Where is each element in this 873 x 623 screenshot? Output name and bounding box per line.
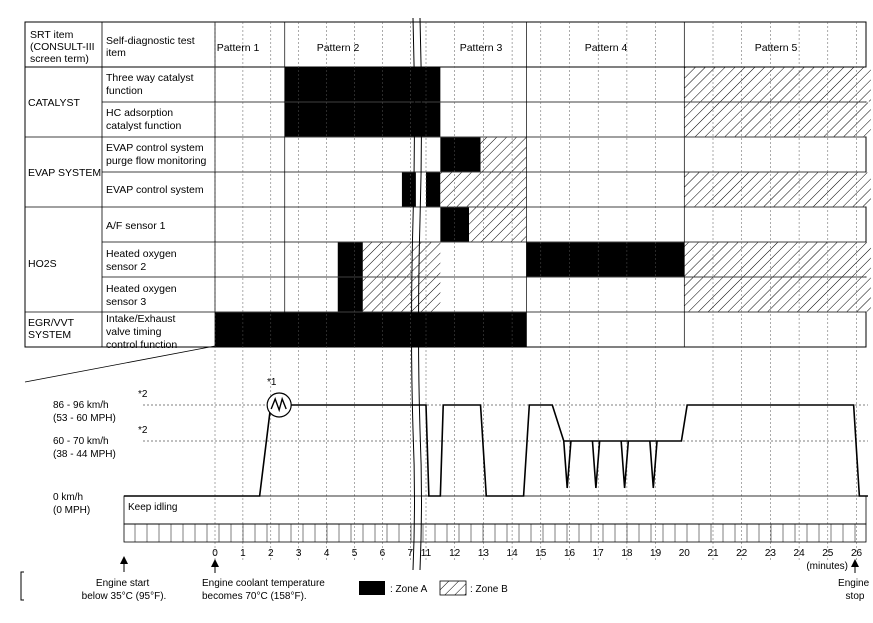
speed-profile-line <box>124 405 868 496</box>
zone-a-block <box>426 173 440 207</box>
speed-dip <box>650 441 657 488</box>
coolant-arrow <box>211 559 219 573</box>
time-tick-label: 16 <box>563 548 576 559</box>
vehicle-speed-chart <box>124 383 868 524</box>
time-unit-label: (minutes) <box>806 561 848 572</box>
pattern-2-label: Pattern 2 <box>316 42 360 54</box>
time-tick-label: 18 <box>621 548 633 559</box>
bracket-mark <box>21 572 24 600</box>
zone-a-block <box>285 68 441 102</box>
time-tick-label: 21 <box>707 548 719 559</box>
group-egr-vvt: EGR/VVT SYSTEM <box>28 317 74 341</box>
zone-b-block <box>440 173 526 207</box>
time-tick-label: 23 <box>764 548 776 559</box>
zone-a-block <box>526 243 684 277</box>
zone-b-block <box>684 243 871 277</box>
pattern-5-label: Pattern 5 <box>754 42 798 54</box>
marker-1-circle <box>267 393 291 417</box>
engine-stop-arrow <box>851 559 859 573</box>
group-catalyst: CATALYST <box>28 97 80 109</box>
time-tick-label: 24 <box>793 548 805 559</box>
zone-b-block <box>363 243 440 277</box>
pattern-3-label: Pattern 3 <box>459 42 503 54</box>
group-evap-system: EVAP SYSTEM <box>28 167 102 179</box>
keep-idling-label: Keep idling <box>128 502 178 513</box>
zone-a-block <box>285 103 441 137</box>
coolant-temp-note: Engine coolant temperature becomes 70°C (158°F). <box>202 578 325 602</box>
zone-b-label: : Zone B <box>470 584 508 595</box>
zone-b-swatch <box>440 581 466 595</box>
time-axis <box>124 524 866 559</box>
time-tick-label: 19 <box>650 548 662 559</box>
time-tick-label: 1 <box>240 548 246 559</box>
zone-a-block <box>215 313 526 347</box>
zone-a-swatch <box>359 581 385 595</box>
row-label-evap-control: EVAP control system <box>106 184 204 196</box>
time-tick-label: 14 <box>506 548 518 559</box>
marker-1-label: *1 <box>267 377 277 388</box>
row-label-heated-o2-sensor-2: Heated oxygen sensor 2 <box>106 248 177 273</box>
time-tick-label: 22 <box>736 548 748 559</box>
time-tick-label: 4 <box>323 548 330 559</box>
row-label-heated-o2-sensor-3: Heated oxygen sensor 3 <box>106 283 177 308</box>
srt-item-header: SRT item (CONSULT-III screen term) <box>30 29 95 65</box>
time-tick-label: 11 <box>420 548 432 559</box>
zone-a-block <box>338 278 363 312</box>
zone-b-block <box>469 208 526 242</box>
zone-b-block <box>684 103 871 137</box>
time-tick-label: 15 <box>535 548 547 559</box>
idle-region-box <box>124 496 866 524</box>
zone-a-block <box>440 138 480 172</box>
zone-b-block <box>684 278 871 312</box>
pattern-1-label: Pattern 1 <box>216 42 260 54</box>
pattern-4-label: Pattern 4 <box>584 42 628 54</box>
time-tick-label: 7 <box>407 548 414 559</box>
time-tick-label: 5 <box>351 548 358 559</box>
speed-label-idle: 0 km/h (0 MPH) <box>53 492 91 516</box>
time-tick-label: 20 <box>678 548 690 559</box>
group-ho2s: HO2S <box>28 258 57 270</box>
speed-label-high: 86 - 96 km/h (53 - 60 MPH) <box>53 400 116 424</box>
time-tick-label: 3 <box>295 548 302 559</box>
footnote-2-mid: *2 <box>138 425 148 436</box>
time-tick-label: 12 <box>449 548 461 559</box>
time-tick-label: 0 <box>212 548 218 559</box>
speed-label-mid: 60 - 70 km/h (38 - 44 MPH) <box>53 436 116 460</box>
engine-stop-note: Engine stop <box>838 578 870 602</box>
time-tick-label: 17 <box>592 548 604 559</box>
engine-start-note: Engine start below 35°C (95°F). <box>81 578 167 602</box>
zone-b-block <box>684 173 871 207</box>
footnote-2-high: *2 <box>138 389 148 400</box>
time-tick-label: 25 <box>822 548 834 559</box>
speed-dip <box>592 441 599 488</box>
zone-a-block <box>338 243 363 277</box>
time-tick-label: 6 <box>379 548 386 559</box>
callout-line <box>25 346 215 382</box>
row-label-evap-purge-flow: EVAP control system purge flow monitoring <box>106 142 207 167</box>
row-label-af-sensor-1: A/F sensor 1 <box>106 220 166 232</box>
zone-b-block <box>481 138 527 172</box>
time-tick-label: 26 <box>850 548 863 559</box>
speed-dip <box>621 441 628 488</box>
row-label-intake-exhaust-vvt: Intake/Exhaust valve timing control function <box>106 313 178 351</box>
zone-b-block <box>684 68 871 102</box>
time-tick-label: 2 <box>268 548 274 559</box>
zone-a-block <box>440 208 469 242</box>
zone-a-label: : Zone A <box>390 584 428 595</box>
time-tick-label: 13 <box>477 548 489 559</box>
row-label-hc-adsorption: HC adsorption catalyst function <box>106 107 182 132</box>
test-item-header: Self-diagnostic test item <box>106 35 195 59</box>
speed-dip <box>564 441 571 488</box>
row-label-three-way-catalyst: Three way catalyst function <box>106 72 194 97</box>
engine-start-arrow <box>120 556 128 572</box>
zone-b-block <box>363 278 440 312</box>
